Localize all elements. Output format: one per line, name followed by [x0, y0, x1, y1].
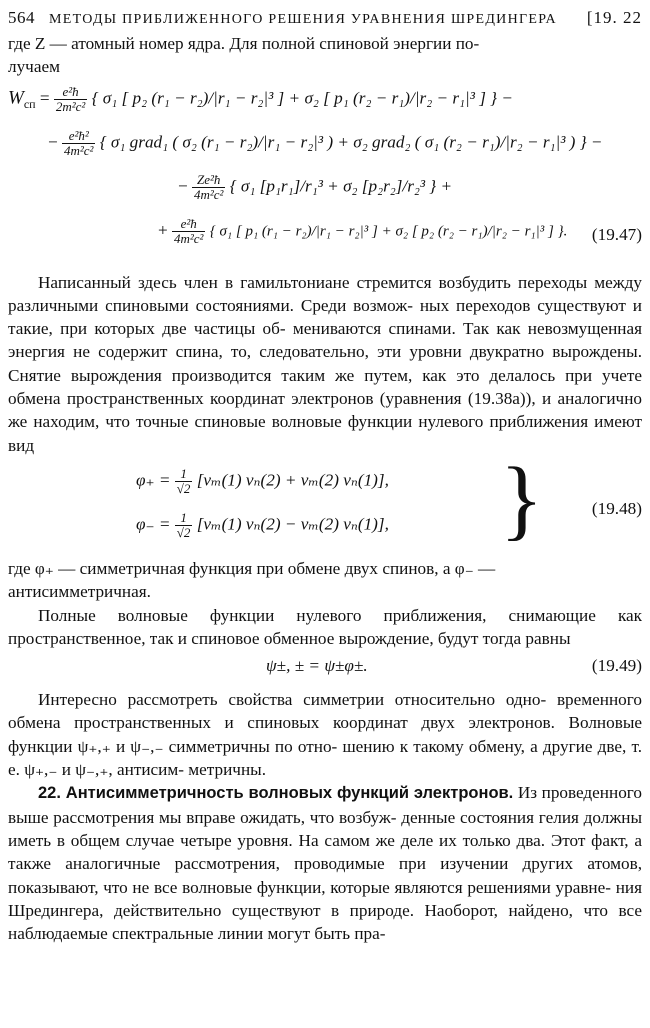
text-line: найдено, что все наблюдаемые спектральные линии могут быть пра- — [8, 900, 642, 944]
section-22 — [8, 781, 642, 945]
text-line: ных переходов существуют и такие, при которых две частицы об- — [8, 295, 643, 339]
eq-body: { σ₁ [p₁r₁]/r₁³ + σ₂ [p₂r₂]/r₂³ } + — [229, 176, 453, 196]
text-line: учете обмена пространственных координат электронов (уравнения — [8, 365, 643, 409]
text-line: Из — [517, 783, 538, 803]
eq-lhs-sub: сп — [23, 96, 36, 111]
eq-coef: $\frac{1}{√2}$ — [176, 509, 191, 540]
text-line: где Z — атомный номер ядра. Для полной спиновой энергии по- — [8, 34, 480, 53]
running-title: МЕТОДЫ ПРИБЛИЖЕННОГО РЕШЕНИЯ УРАВНЕНИЯ ШРЕДИНГЕРА — [49, 12, 557, 27]
eq-coef: $\frac{\text{Ze²ħ}}{\text{4m²c²}}$ — [194, 171, 224, 202]
eq-number-19-49: (19.49) — [591, 656, 642, 676]
intro-paragraph — [8, 32, 642, 79]
equation-19-48 — [8, 449, 642, 557]
page-number: 564 — [8, 8, 35, 27]
equation-19-49 — [8, 650, 642, 684]
paragraph-2 — [8, 557, 642, 604]
text-line: шению к такому обмену, а другие две, т. е. ψ₊,₋ и ψ₋,₊, антисим- — [8, 736, 642, 780]
text-line: спина, то, следовательно, эти уровни двукратно вырождены. Снятие — [8, 342, 643, 385]
text-line: рассмотрения, проводимые при изучении других атомов, показывают, — [8, 854, 643, 897]
eq-coef: $\frac{1}{√2}$ — [176, 465, 191, 496]
eq-coef: $\frac{\text{e²ħ²}}{\text{4m²c²}}$ — [64, 127, 94, 158]
text-line: На самом же деле их только два. Этот факт, а также аналогичные — [8, 830, 643, 874]
page-header — [8, 6, 642, 32]
text-line: как пространственное, так и спиновое обменное вырождение, будут — [8, 605, 643, 648]
text-line: тогда равны — [482, 628, 571, 648]
text-line: Интересно рассмотреть свойства симметрии относительно одно- — [38, 690, 547, 710]
paragraph-4 — [8, 688, 642, 781]
equation-19-47 — [8, 81, 642, 257]
eq-psi: ψ±, ± = ψ±φ±. — [266, 656, 368, 676]
text-line: Полные волновые функции нулевого приближения, снимающие — [38, 605, 596, 625]
text-line: Написанный здесь член в гамильтониане стремится возбудить — [38, 272, 511, 292]
section-heading: 22. Антисимметричность волновых функций электронов. — [38, 784, 514, 803]
eq-number-19-47: (19.47) — [591, 224, 642, 244]
eq-phi-minus: φ₋ = $\frac{1}{√2}$ [vₘ(1) vₙ(2) − vₘ(2) vₙ(1)], — [136, 509, 389, 540]
eq-body: { σ₁ [ p₁ (r₁ − r₂)/|r₁ − r₂|³ ] + σ₂ [ p₂ (r₂ − r₁)/|r₂ − r₁|³ ] }. — [209, 223, 568, 240]
section-ref: [19. 22 — [586, 8, 642, 27]
text-line: проведенного выше рассмотрения мы вправе ожидать, что возбуж- — [8, 783, 643, 827]
text-line: электронов. Волновые функции ψ₊,₊ и ψ₋,₋ симметричны по отно- — [8, 713, 643, 756]
page — [8, 6, 642, 945]
eq-phi-plus: φ₊ = $\frac{1}{√2}$ [vₘ(1) vₙ(2) + vₘ(2) vₙ(1)], — [136, 465, 389, 496]
eq-lhs: W — [8, 87, 24, 109]
text-line: лучаем — [8, 57, 60, 77]
text-line: вырождения производится таким же путем, как это делалось при — [70, 365, 593, 385]
eq-19-47-line-3: − $\frac{\text{Ze²ħ}}{\text{4m²c²}}$ { σ₁ [p₁r₁]/r₁³ + σ₂ [p₂r₂]/r₂³ } + — [178, 171, 453, 202]
text-line: где φ₊ — симметричная функция при обмене двух спинов, а φ₋ — — [8, 558, 496, 578]
text-line: (19.38а)), и аналогично же находим, что точные спиновые волновые — [8, 389, 642, 432]
eq-number-19-48: (19.48) — [591, 498, 642, 518]
text-line: денные состояния гелия должны иметь в общем случае четыре уровня. — [8, 807, 642, 850]
eq-coef: $\frac{\text{e²ħ}}{\text{2m²c²}}$ — [55, 83, 86, 114]
right-brace: } — [500, 449, 544, 549]
text-line: антисимметричная. — [8, 582, 151, 602]
eq-coef: $\frac{\text{e²ħ}}{\text{4m²c²}}$ — [174, 215, 204, 246]
eq-19-47-line-2: − $\frac{\text{e²ħ²}}{\text{4m²c²}}$ { σ₁ grad₁ ( σ₂ (r₁ − r₂)/|r₁ − r₂|³ ) + σ₂ grad₂ ( σ₁ (r₂ − r₁)/|r₂ − r₁|³ ) } − — [48, 127, 603, 158]
text-line: ния Шредингера, действительно существуют в природе. Наоборот, — [8, 877, 642, 920]
text-line: временного обмена пространственных и спиновых координат двух — [8, 690, 642, 733]
paragraph-3 — [8, 604, 642, 651]
eq-19-47-line-1: $W_{сп}$ = $\frac{\text{e²ħ}}{\text{2m²c²}}$ { σ₁ [ p₂ (r₁ − r₂)/|r₁ − r₂|³ ] + σ₂ [ p₁ (r₂ − r₁)/|r₂ − r₁|³ ] } − — [8, 83, 513, 114]
text-line: метричны. — [188, 760, 266, 780]
text-line: переходы между различными спиновыми состояниями. Среди возмож- — [8, 272, 642, 315]
eq-body: { σ₁ [ p₂ (r₁ − r₂)/|r₁ − r₂|³ ] + σ₂ [ p₁ (r₂ − r₁)/|r₂ − r₁|³ ] } − — [91, 88, 513, 108]
eq-body: { σ₁ grad₁ ( σ₂ (r₁ − r₂)/|r₁ − r₂|³ ) + σ₂ grad₂ ( σ₁ (r₂ − r₁)/|r₂ − r₁|³ ) } − — [99, 132, 603, 152]
text-line: функции нулевого приближения имеют вид — [8, 412, 643, 455]
eq-19-47-line-4: + $\frac{\text{e²ħ}}{\text{4m²c²}}$ { σ₁ [ p₁ (r₁ − r₂)/|r₁ − r₂|³ ] + σ₂ [ p₂ (r₂ − r₁)/|r₂ − r₁|³ ] }. — [158, 215, 568, 246]
text-line: мениваются спинами. Так как невозмущенная энергия не содержит — [8, 319, 643, 362]
text-line: что не все волновые функции, которые являются решениями уравне- — [103, 877, 611, 897]
paragraph-1 — [8, 271, 642, 457]
